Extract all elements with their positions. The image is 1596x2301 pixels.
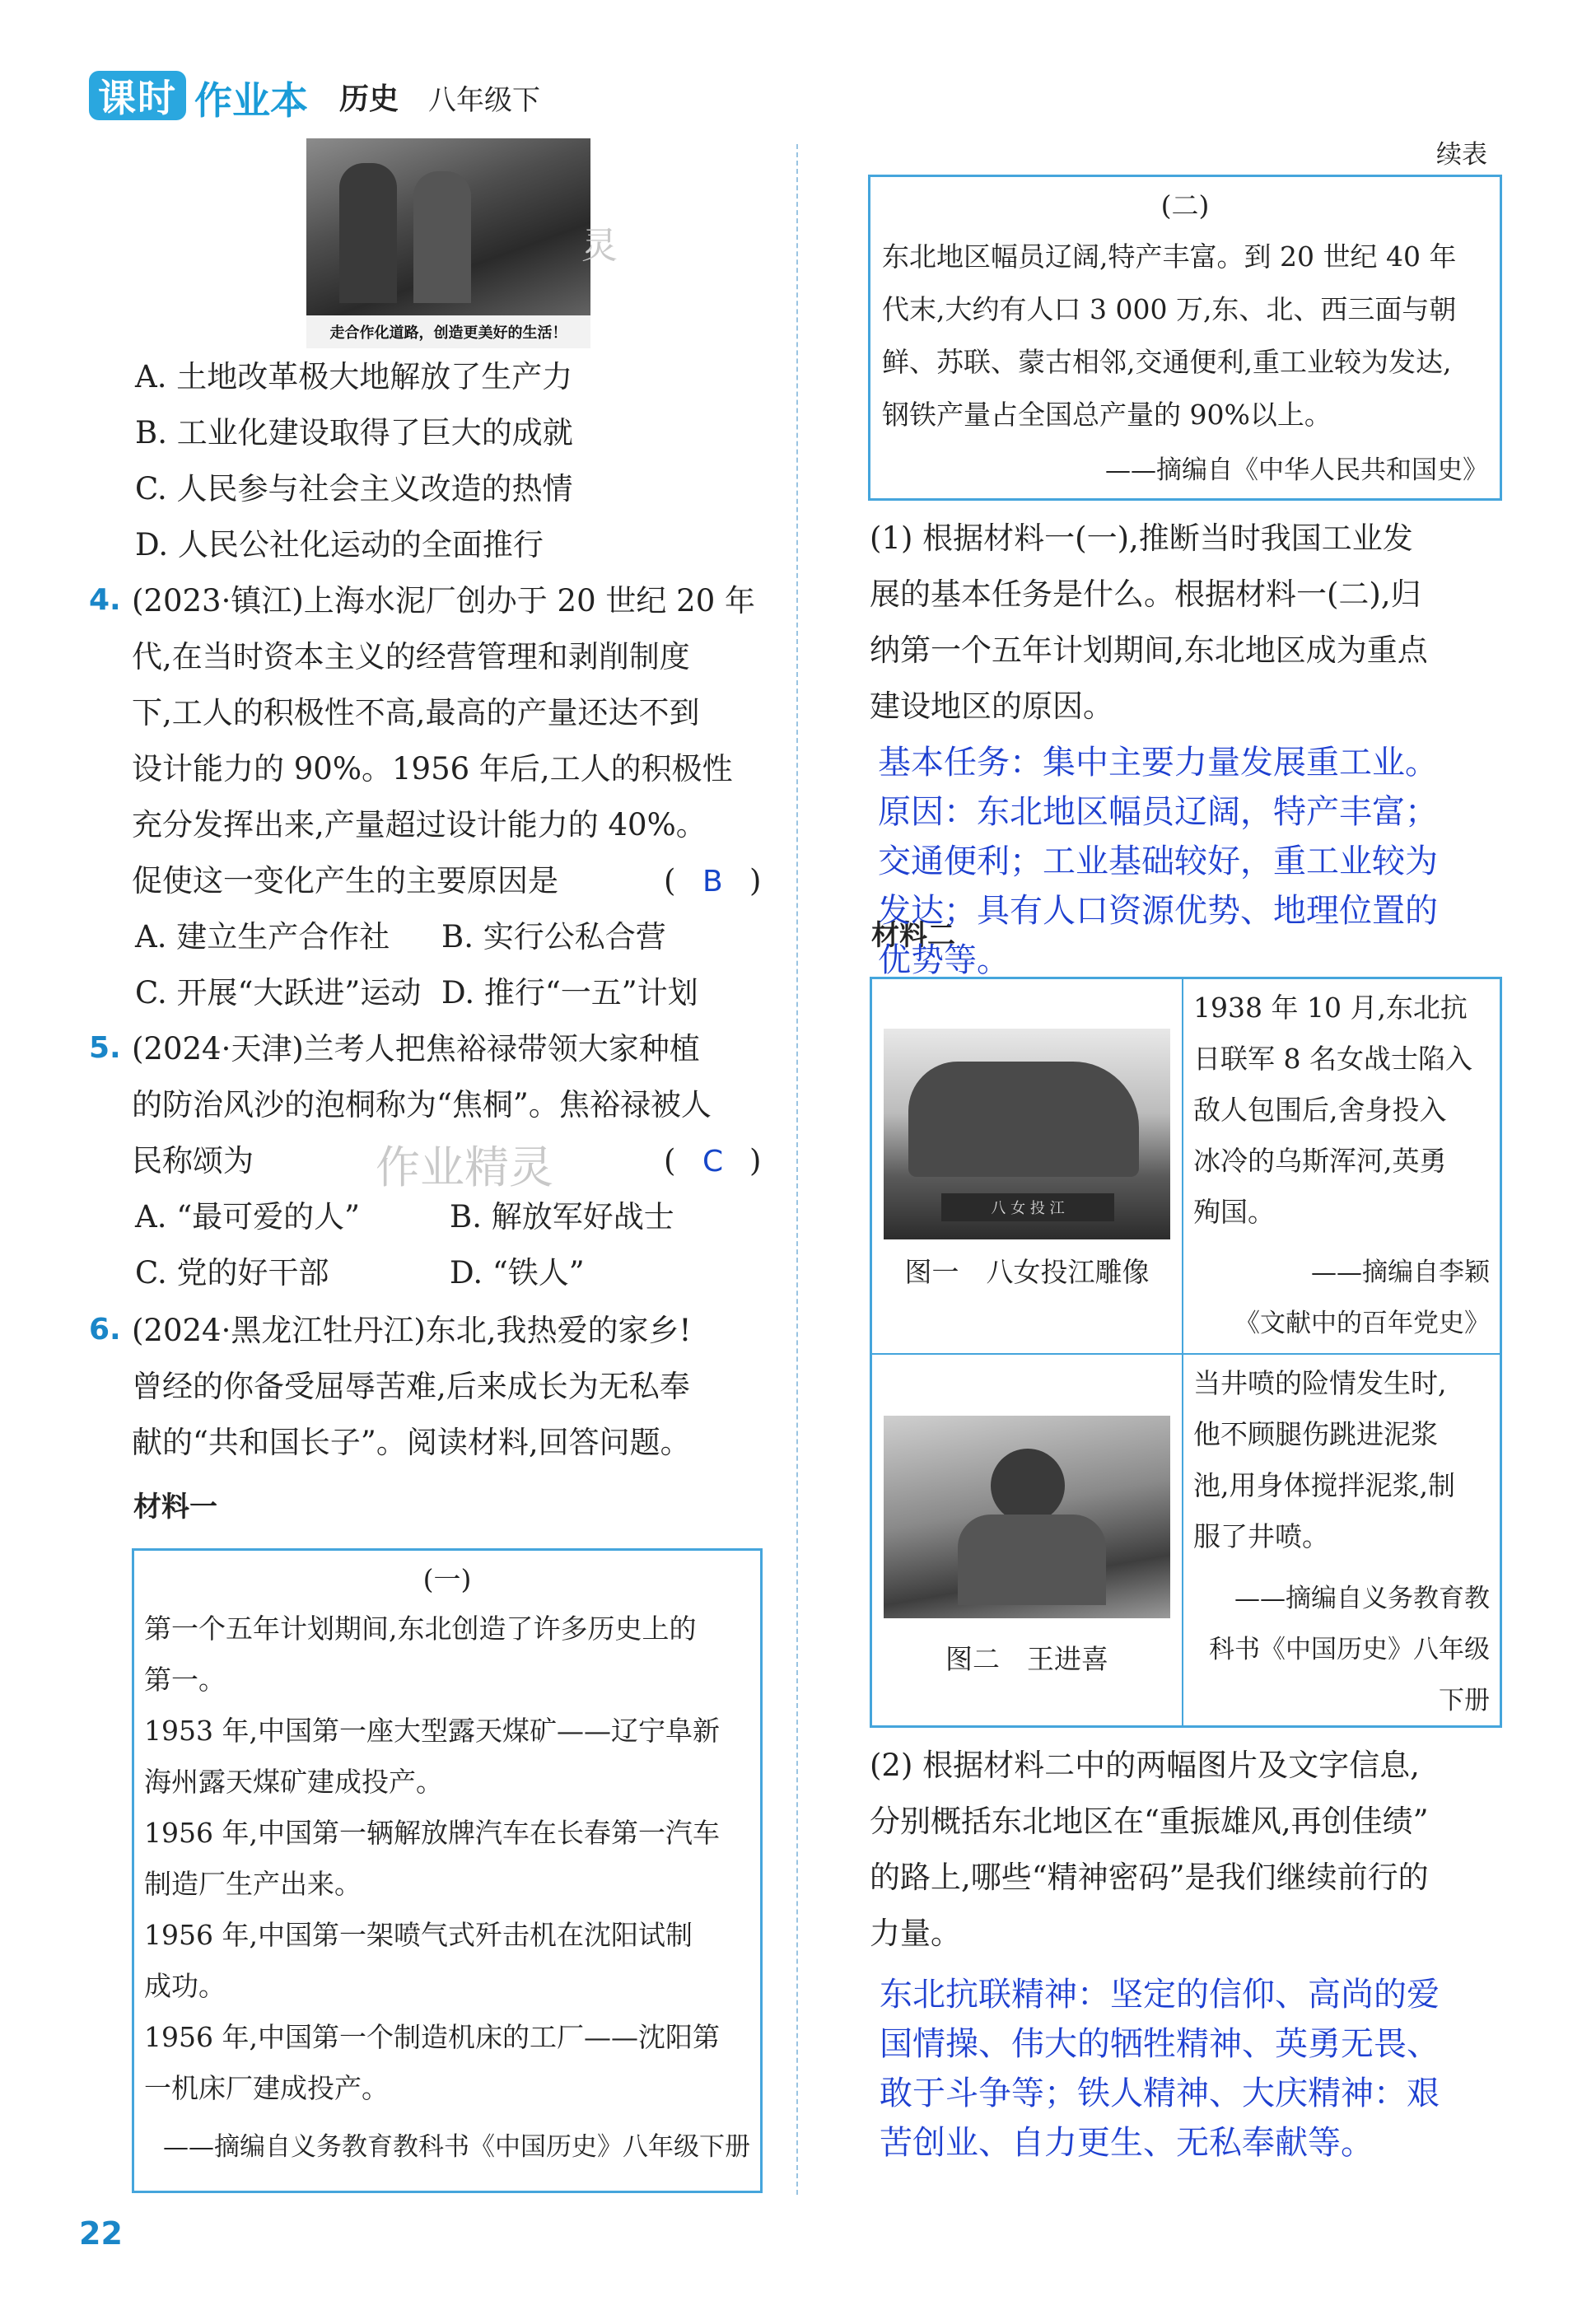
q4-text: 设计能力的 90%。1956 年后,工人的积极性: [132, 751, 733, 786]
q6-1-text: 纳第一个五年计划期间,东北地区成为重点: [870, 632, 1428, 668]
material1-part2-line: 鲜、苏联、蒙古相邻,交通便利,重工业较为发达,: [882, 346, 1452, 378]
material1-part2-line: 代末,大约有人口 3 000 万,东、北、西三面与朝: [882, 293, 1457, 325]
q6-1-text: (1) 根据材料一(一),推断当时我国工业发: [870, 520, 1413, 556]
material1-part1-box: [132, 1548, 763, 2193]
continued-label: 续表: [1436, 140, 1487, 170]
material1-part1-line: 1956 年,中国第一辆解放牌汽车在长春第一汽车: [144, 1817, 720, 1849]
q6-2-answer-line: 东北抗联精神：坚定的信仰、高尚的爱: [880, 1976, 1440, 2014]
q5-text: 民称颂为: [132, 1143, 254, 1179]
q6-1-answer-line: 优势等。: [878, 941, 1010, 979]
material1-part2-line: 东北地区幅员辽阔,特产丰富。到 20 世纪 40 年: [882, 240, 1457, 273]
material1-part1-source: ——摘编自义务教育教科书《中国历史》八年级下册: [163, 2132, 750, 2162]
wang-jinxi-image: [884, 1416, 1170, 1618]
q4-paren-close: ): [749, 863, 762, 898]
material1-label: 材料一: [133, 1491, 217, 1524]
grade-label: 八年级下: [428, 84, 540, 117]
material1-part1-line: 海州露天煤矿建成投产。: [144, 1766, 443, 1798]
material1-part1-line: 一机床厂建成投产。: [144, 2072, 389, 2104]
q6-1-answer-line: 基本任务：集中主要力量发展重工业。: [878, 744, 1438, 782]
worker-body: [958, 1515, 1106, 1605]
q4-option-d: D. 推行“一五”计划: [441, 975, 698, 1010]
worker-head: [991, 1449, 1065, 1523]
fig2-source: 下册: [1439, 1686, 1490, 1715]
fig2-source: ——摘编自义务教育教: [1234, 1584, 1490, 1613]
material1-part2-title: (二): [1160, 189, 1210, 222]
q4-answer: B: [702, 865, 723, 898]
q4-text: (2023·镇江)上海水泥厂创办于 20 世纪 20 年: [132, 583, 755, 618]
q4-text: 充分发挥出来,产量超过设计能力的 40%。: [132, 807, 707, 842]
table-divider: [872, 1353, 1500, 1355]
q6-1-answer-line: 发达；具有人口资源优势、地理位置的: [878, 892, 1438, 930]
q5-paren-open: (: [664, 1143, 676, 1179]
fig1-text-line: 敌人包围后,舍身投入: [1193, 1094, 1447, 1126]
q5-number: 5.: [89, 1031, 121, 1065]
poster-caption: 走合作化道路，创造更美好的生活！: [306, 315, 590, 348]
q5-option-c: C. 党的好干部: [135, 1255, 329, 1291]
statue-figures: [908, 1062, 1139, 1177]
cooperative-poster-image: [306, 138, 590, 348]
q4-option-a: A. 建立生产合作社: [135, 919, 390, 954]
q6-1-text: 建设地区的原因。: [870, 688, 1113, 724]
q6-text: 曾经的你备受屈辱苦难,后来成长为无私奉: [132, 1369, 690, 1404]
fig2-text-line: 池,用身体搅拌泥浆,制: [1193, 1469, 1455, 1501]
q6-text: (2024·黑龙江牡丹江)东北,我热爱的家乡!: [132, 1313, 692, 1348]
eight-women-statue-image: [884, 1029, 1170, 1239]
q3-option-b: B. 工业化建设取得了巨大的成就: [135, 415, 573, 450]
fig2-caption: 图二 王进喜: [945, 1643, 1108, 1675]
material1-part1-line: 1953 年,中国第一座大型露天煤矿——辽宁阜新: [144, 1715, 720, 1747]
material1-part2-line: 钢铁产量占全国总产量的 90%以上。: [882, 399, 1332, 431]
q6-2-text: 的路上,哪些“精神密码”是我们继续前行的: [870, 1860, 1429, 1895]
fig2-text-line: 服了井喷。: [1193, 1520, 1329, 1552]
q6-number: 6.: [89, 1313, 121, 1347]
q6-2-answer-line: 敢于斗争等；铁人精神、大庆精神：艰: [880, 2075, 1440, 2112]
fig1-source: 《文献中的百年党史》: [1234, 1309, 1490, 1338]
q6-2-answer-line: 苦创业、自力更生、无私奉献等。: [880, 2124, 1374, 2162]
q5-text: (2024·天津)兰考人把焦裕禄带领大家种植: [132, 1031, 700, 1066]
q6-2-text: 力量。: [870, 1916, 961, 1951]
watermark: 作业精灵: [376, 1141, 553, 1193]
q6-1-text: 展的基本任务是什么。根据材料一(二),归: [870, 576, 1421, 612]
column-divider: [796, 144, 798, 2195]
fig2-text-line: 当井喷的险情发生时,: [1193, 1367, 1447, 1399]
fig1-text-line: 殉国。: [1193, 1196, 1275, 1228]
material1-part1-title: (一): [422, 1563, 472, 1595]
logo-text: 作业本: [194, 78, 308, 123]
fig1-caption: 图一 八女投江雕像: [904, 1256, 1150, 1288]
fig1-text-line: 冰冷的乌斯浑河,英勇: [1193, 1145, 1447, 1177]
page-number: 22: [79, 2215, 123, 2252]
material1-part1-line: 第一。: [144, 1664, 226, 1696]
q6-2-text: 分别概括东北地区在“重振雄风,再创佳绩”: [870, 1804, 1429, 1839]
q6-1-answer-line: 交通便利；工业基础较好，重工业较为: [878, 842, 1438, 880]
q4-option-c: C. 开展“大跃进”运动: [135, 975, 422, 1010]
q4-paren-open: (: [664, 863, 676, 898]
q5-option-d: D. “铁人”: [450, 1255, 585, 1291]
q5-answer: C: [702, 1145, 724, 1179]
table-divider: [1182, 979, 1183, 1725]
fig2-source: 科书《中国历史》八年级: [1209, 1635, 1490, 1664]
q4-text: 代,在当时资本主义的经营管理和剥削制度: [132, 639, 690, 674]
q4-option-b: B. 实行公私合营: [441, 919, 666, 954]
q5-paren-close: ): [749, 1143, 762, 1179]
q6-text: 献的“共和国长子”。阅读材料,回答问题。: [132, 1425, 691, 1460]
fig2-text-line: 他不顾腿伤跳进泥浆: [1193, 1418, 1438, 1450]
fig1-text-line: 日联军 8 名女战士陷入: [1193, 1043, 1472, 1075]
q3-option-c: C. 人民参与社会主义改造的热情: [135, 471, 573, 506]
q4-text: 下,工人的积极性不高,最高的产量还达不到: [132, 695, 700, 730]
logo-mark: 课时: [89, 71, 186, 120]
material1-part1-line: 1956 年,中国第一个制造机床的工厂——沈阳第: [144, 2021, 720, 2053]
material2-label: 材料二: [871, 919, 955, 952]
q6-1-answer-line: 原因：东北地区幅员辽阔，特产丰富；: [878, 793, 1438, 831]
material1-part1-line: 第一个五年计划期间,东北创造了许多历史上的: [144, 1613, 697, 1645]
watermark: 灵: [581, 225, 618, 267]
fig1-text-line: 1938 年 10 月,东北抗: [1193, 992, 1468, 1024]
q5-option-b: B. 解放军好战士: [450, 1199, 674, 1235]
fig1-source: ——摘编自李颖: [1311, 1258, 1490, 1287]
material1-part2-source: ——摘编自《中华人民共和国史》: [1105, 455, 1488, 485]
q6-2-answer-line: 国情操、伟大的牺牲精神、英勇无畏、: [880, 2025, 1440, 2063]
farmer-figure: [413, 171, 471, 303]
material1-part1-line: 1956 年,中国第一架喷气式歼击机在沈阳试制: [144, 1919, 693, 1951]
q3-option-d: D. 人民公社化运动的全面推行: [135, 527, 544, 562]
q6-2-text: (2) 根据材料二中的两幅图片及文字信息,: [870, 1748, 1420, 1783]
material1-part1-line: 制造厂生产出来。: [144, 1868, 362, 1900]
q5-option-a: A. “最可爱的人”: [135, 1199, 361, 1235]
farmer-figure: [339, 163, 397, 303]
q3-option-a: A. 土地改革极大地解放了生产力: [135, 359, 573, 394]
subject-label: 历史: [339, 82, 399, 116]
material2-table: [870, 977, 1502, 1728]
q4-text: 促使这一变化产生的主要原因是: [132, 863, 558, 898]
q5-text: 的防治风沙的泡桐称为“焦桐”。焦裕禄被人: [132, 1087, 712, 1122]
q4-number: 4.: [89, 583, 121, 617]
statue-plaque: 八 女 投 江: [941, 1193, 1114, 1221]
material1-part1-line: 成功。: [144, 1970, 226, 2002]
material1-part2-box: [868, 175, 1502, 501]
